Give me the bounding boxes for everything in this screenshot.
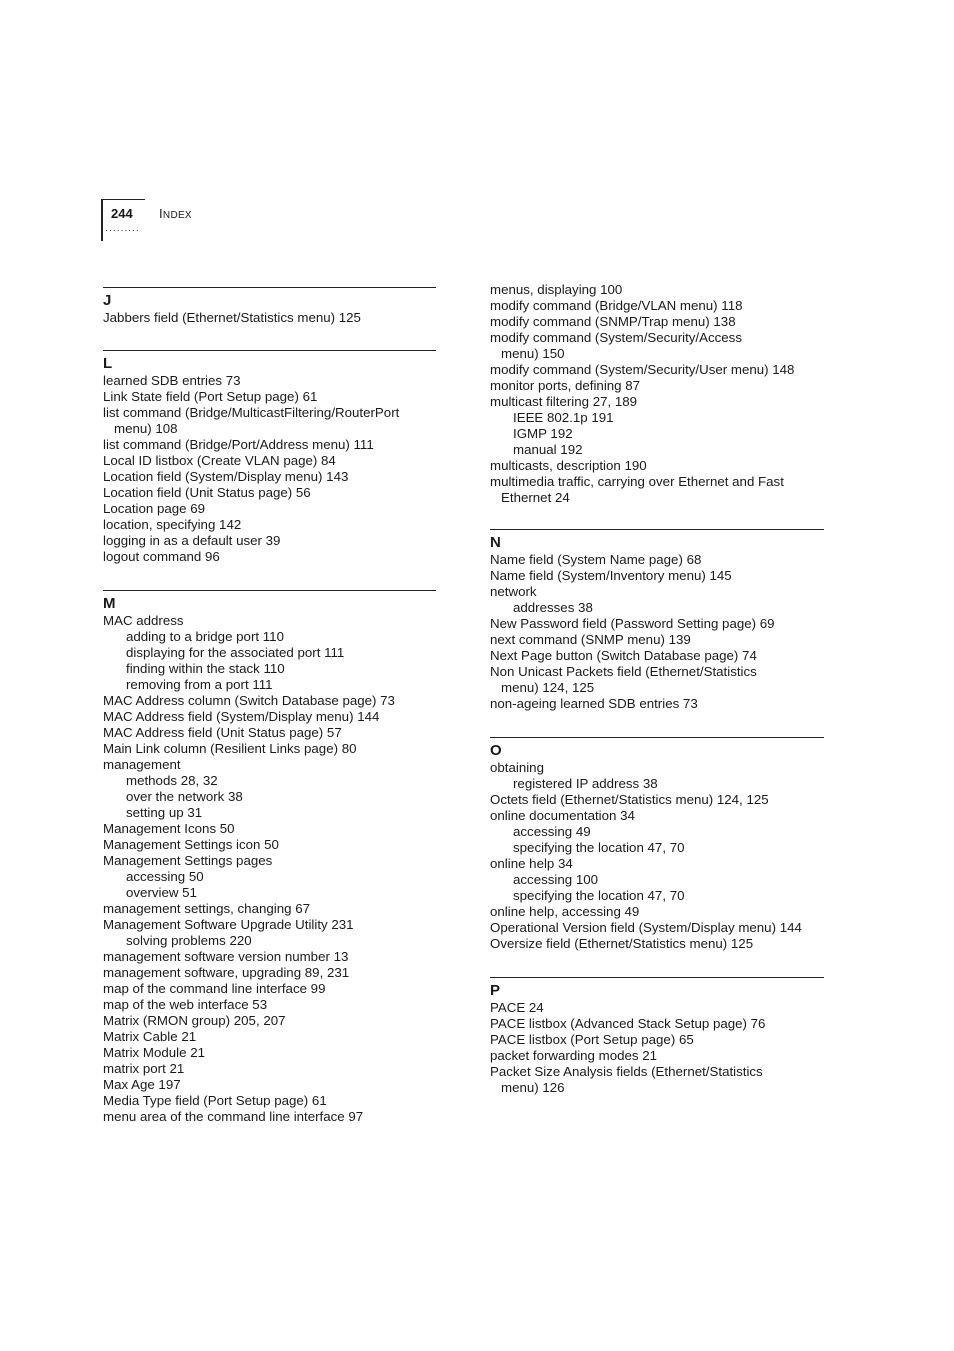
index-entry: Octets field (Ethernet/Statistics menu) 124, 125 bbox=[490, 792, 769, 807]
index-entry: Location field (System/Display menu) 143 bbox=[103, 469, 349, 484]
index-subentry: accessing 100 bbox=[513, 872, 599, 887]
index-entry: online help, accessing 49 bbox=[490, 904, 640, 919]
section-rule bbox=[103, 350, 436, 351]
section-rule bbox=[490, 977, 824, 978]
header-top-rule bbox=[101, 199, 145, 200]
index-subentry: menu) 150 bbox=[501, 346, 565, 361]
index-entry: Jabbers field (Ethernet/Statistics menu) 125 bbox=[103, 310, 361, 325]
index-entry: menus, displaying 100 bbox=[490, 282, 623, 297]
index-entry: map of the command line interface 99 bbox=[103, 981, 326, 996]
header-dotted-ornament: ········· bbox=[105, 225, 140, 236]
index-entry: Non Unicast Packets field (Ethernet/Statistics bbox=[490, 664, 757, 679]
index-subentry: manual 192 bbox=[513, 442, 583, 457]
header-vertical-rule bbox=[101, 199, 103, 241]
index-entry: Management Icons 50 bbox=[103, 821, 235, 836]
index-entry: MAC Address field (Unit Status page) 57 bbox=[103, 725, 342, 740]
index-entry: Oversize field (Ethernet/Statistics menu) 125 bbox=[490, 936, 754, 951]
index-subentry: setting up 31 bbox=[126, 805, 203, 820]
index-entry: Max Age 197 bbox=[103, 1077, 181, 1092]
index-entry: Link State field (Port Setup page) 61 bbox=[103, 389, 318, 404]
index-subentry: solving problems 220 bbox=[126, 933, 252, 948]
index-entry: Matrix (RMON group) 205, 207 bbox=[103, 1013, 286, 1028]
index-entry: monitor ports, defining 87 bbox=[490, 378, 641, 393]
index-entry: non-ageing learned SDB entries 73 bbox=[490, 696, 698, 711]
index-entry: modify command (Bridge/VLAN menu) 118 bbox=[490, 298, 743, 313]
index-entry: Name field (System Name page) 68 bbox=[490, 552, 702, 567]
section-letter: M bbox=[103, 595, 116, 612]
index-entry: MAC address bbox=[103, 613, 184, 628]
index-entry: learned SDB entries 73 bbox=[103, 373, 241, 388]
index-entry: Packet Size Analysis fields (Ethernet/Statistics bbox=[490, 1064, 763, 1079]
index-entry: MAC Address column (Switch Database page) 73 bbox=[103, 693, 395, 708]
index-section-o bbox=[490, 737, 824, 952]
index-entry: Next Page button (Switch Database page) 74 bbox=[490, 648, 757, 663]
index-subentry: displaying for the associated port 111 bbox=[126, 645, 345, 660]
index-section-l bbox=[103, 350, 436, 565]
index-entry: management bbox=[103, 757, 181, 772]
index-entry: Location page 69 bbox=[103, 501, 206, 516]
index-subentry: addresses 38 bbox=[513, 600, 593, 615]
section-letter: N bbox=[490, 534, 501, 551]
index-entry: Management Settings pages bbox=[103, 853, 273, 868]
section-letter: O bbox=[490, 742, 502, 759]
running-title bbox=[159, 206, 192, 221]
section-letter: J bbox=[103, 292, 112, 309]
index-subentry: IEEE 802.1p 191 bbox=[513, 410, 614, 425]
index-subentry: accessing 50 bbox=[126, 869, 204, 884]
index-subentry: menu) 126 bbox=[501, 1080, 565, 1095]
index-section-j bbox=[103, 287, 436, 326]
index-section-n bbox=[490, 529, 824, 712]
index-entry: PACE listbox (Port Setup page) 65 bbox=[490, 1032, 694, 1047]
index-entry: network bbox=[490, 584, 537, 599]
index-entry: Name field (System/Inventory menu) 145 bbox=[490, 568, 732, 583]
index-entry: multicasts, description 190 bbox=[490, 458, 647, 473]
index-entry: modify command (System/Security/Access bbox=[490, 330, 742, 345]
index-entry: logging in as a default user 39 bbox=[103, 533, 281, 548]
index-entry: online documentation 34 bbox=[490, 808, 635, 823]
index-subentry: specifying the location 47, 70 bbox=[513, 840, 685, 855]
index-subentry: accessing 49 bbox=[513, 824, 591, 839]
index-entry: Matrix Module 21 bbox=[103, 1045, 205, 1060]
index-section-p bbox=[490, 977, 824, 1096]
index-subentry: methods 28, 32 bbox=[126, 773, 218, 788]
index-section-continued bbox=[490, 282, 824, 506]
running-title-initial: I bbox=[159, 206, 163, 221]
page-number: 244 bbox=[111, 206, 133, 221]
index-entry: next command (SNMP menu) 139 bbox=[490, 632, 691, 647]
index-entry: Main Link column (Resilient Links page) 80 bbox=[103, 741, 357, 756]
index-entry: Location field (Unit Status page) 56 bbox=[103, 485, 311, 500]
index-entry: Management Settings icon 50 bbox=[103, 837, 279, 852]
section-letter: P bbox=[490, 982, 501, 999]
section-rule bbox=[103, 590, 436, 591]
index-subentry: overview 51 bbox=[126, 885, 197, 900]
index-entry: Management Software Upgrade Utility 231 bbox=[103, 917, 354, 932]
index-entry: list command (Bridge/MulticastFiltering/RouterPort bbox=[103, 405, 400, 420]
index-entry: MAC Address field (System/Display menu) 144 bbox=[103, 709, 380, 724]
index-subentry: IGMP 192 bbox=[513, 426, 573, 441]
index-entry: Media Type field (Port Setup page) 61 bbox=[103, 1093, 327, 1108]
section-rule bbox=[490, 737, 824, 738]
index-entry: packet forwarding modes 21 bbox=[490, 1048, 658, 1063]
index-entry: modify command (System/Security/User menu) 148 bbox=[490, 362, 795, 377]
index-entry: menu area of the command line interface 97 bbox=[103, 1109, 364, 1124]
index-entry: map of the web interface 53 bbox=[103, 997, 268, 1012]
index-entry: multimedia traffic, carrying over Ethernet and Fast bbox=[490, 474, 784, 489]
running-title-rest: NDEX bbox=[162, 210, 192, 221]
index-subentry: over the network 38 bbox=[126, 789, 243, 804]
index-entry: obtaining bbox=[490, 760, 544, 775]
index-subentry: specifying the location 47, 70 bbox=[513, 888, 685, 903]
index-entry: modify command (SNMP/Trap menu) 138 bbox=[490, 314, 736, 329]
section-letter: L bbox=[103, 355, 113, 372]
index-entry: multicast filtering 27, 189 bbox=[490, 394, 638, 409]
index-subentry: Ethernet 24 bbox=[501, 490, 570, 505]
index-entry: list command (Bridge/Port/Address menu) 111 bbox=[103, 437, 374, 452]
index-entry: management software, upgrading 89, 231 bbox=[103, 965, 350, 980]
section-rule bbox=[490, 529, 824, 530]
index-entry: New Password field (Password Setting page) 69 bbox=[490, 616, 775, 631]
index-section-m bbox=[103, 590, 436, 1125]
index-entry: PACE listbox (Advanced Stack Setup page) 76 bbox=[490, 1016, 766, 1031]
index-subentry: finding within the stack 110 bbox=[126, 661, 285, 676]
page-header bbox=[101, 199, 221, 243]
index-subentry: removing from a port 111 bbox=[126, 677, 273, 692]
index-entry: matrix port 21 bbox=[103, 1061, 185, 1076]
index-entry: management settings, changing 67 bbox=[103, 901, 310, 916]
section-rule bbox=[103, 287, 436, 288]
index-entry: Local ID listbox (Create VLAN page) 84 bbox=[103, 453, 336, 468]
index-entry: Operational Version field (System/Display menu) 144 bbox=[490, 920, 802, 935]
index-entry: Matrix Cable 21 bbox=[103, 1029, 197, 1044]
index-subentry: menu) 124, 125 bbox=[501, 680, 595, 695]
index-subentry: menu) 108 bbox=[114, 421, 178, 436]
index-entry: management software version number 13 bbox=[103, 949, 349, 964]
index-entry: PACE 24 bbox=[490, 1000, 544, 1015]
index-entry: online help 34 bbox=[490, 856, 573, 871]
index-entry: location, specifying 142 bbox=[103, 517, 242, 532]
index-entry: logout command 96 bbox=[103, 549, 220, 564]
index-subentry: registered IP address 38 bbox=[513, 776, 658, 791]
index-subentry: adding to a bridge port 110 bbox=[126, 629, 284, 644]
